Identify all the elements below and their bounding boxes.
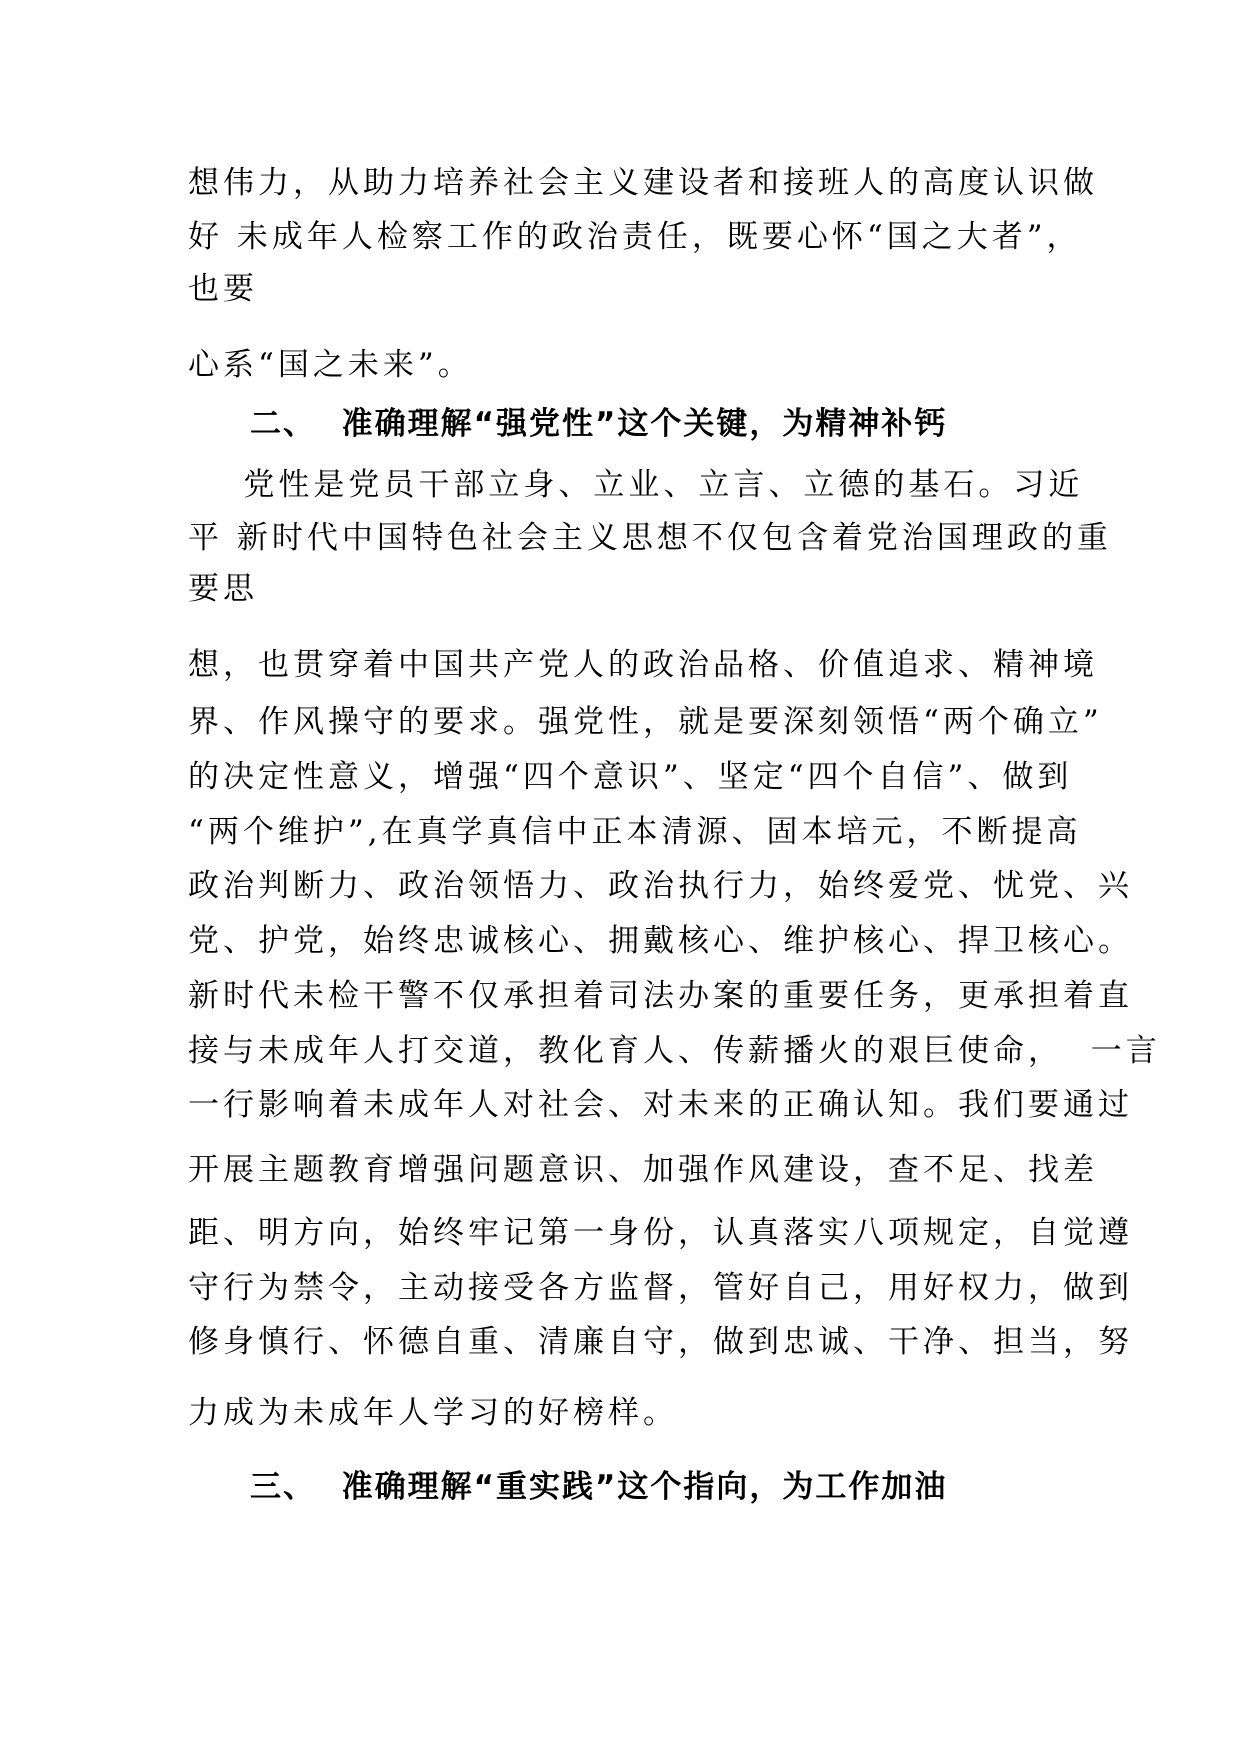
section-heading: 三、 准确理解“重实践”这个指向，为工作加油 (250, 1469, 948, 1505)
body-text-line: 心系“国之未来”。 (188, 347, 473, 383)
body-text-line: 想伟力，从助力培养社会主义建设者和接班人的高度认识做 (188, 165, 1098, 201)
body-text-line: 想，也贯穿着中国共产党人的政治品格、价值追求、精神境 (188, 647, 1098, 683)
body-text-line: 守行为禁令，主动接受各方监督，管好自己，用好权力，做到 (188, 1270, 1133, 1306)
body-text-line: 党、护党，始终忠诚核心、拥戴核心、维护核心、捍卫核心。 (188, 923, 1133, 959)
body-text-line: 距、明方向，始终牢记第一身份，认真落实八项规定，自觉遵 (188, 1215, 1133, 1251)
body-text-line: 要思 (188, 571, 258, 607)
body-text-line: 力成为未成年人学习的好榜样。 (188, 1395, 678, 1431)
body-text-line: 党性是党员干部立身、立业、立言、立德的基石。习近 (188, 467, 1084, 503)
body-text-line: 修身慎行、怀德自重、清廉自守，做到忠诚、干净、担当，努 (188, 1324, 1133, 1360)
body-text-line: 的决定性意义，增强“四个意识”、坚定“四个自信”、做到 (188, 759, 1073, 795)
body-text-line: 一行影响着未成年人对社会、对未来的正确认知。我们要通过 (188, 1087, 1133, 1123)
body-text-line: 开展主题教育增强问题意识、加强作风建设，查不足、找差 (188, 1152, 1098, 1188)
body-text-line: 新时代未检干警不仅承担着司法办案的重要任务，更承担着直 (188, 978, 1133, 1014)
body-text-line: 界、作风操守的要求。强党性，就是要深刻领悟“两个确立” (188, 704, 1103, 740)
body-text-line: 接与未成年人打交道，教化育人、传薪播火的艰巨使命， 一言 (188, 1033, 1161, 1069)
body-text-line: 好 未成年人检察工作的政治责任，既要心怀“国之大者”， (188, 219, 1082, 255)
body-text-line: 也要 (188, 271, 258, 307)
body-text-line: 政治判断力、政治领悟力、政治执行力，始终爱党、忧党、兴 (188, 868, 1133, 904)
body-text-line: “两个维护”,在真学真信中正本清源、固本培元，不断提高 (188, 814, 1082, 850)
body-text-line: 平 新时代中国特色社会主义思想不仅包含着党治国理政的重 (188, 520, 1112, 556)
section-heading: 二、 准确理解“强党性”这个关键，为精神补钙 (250, 406, 948, 442)
